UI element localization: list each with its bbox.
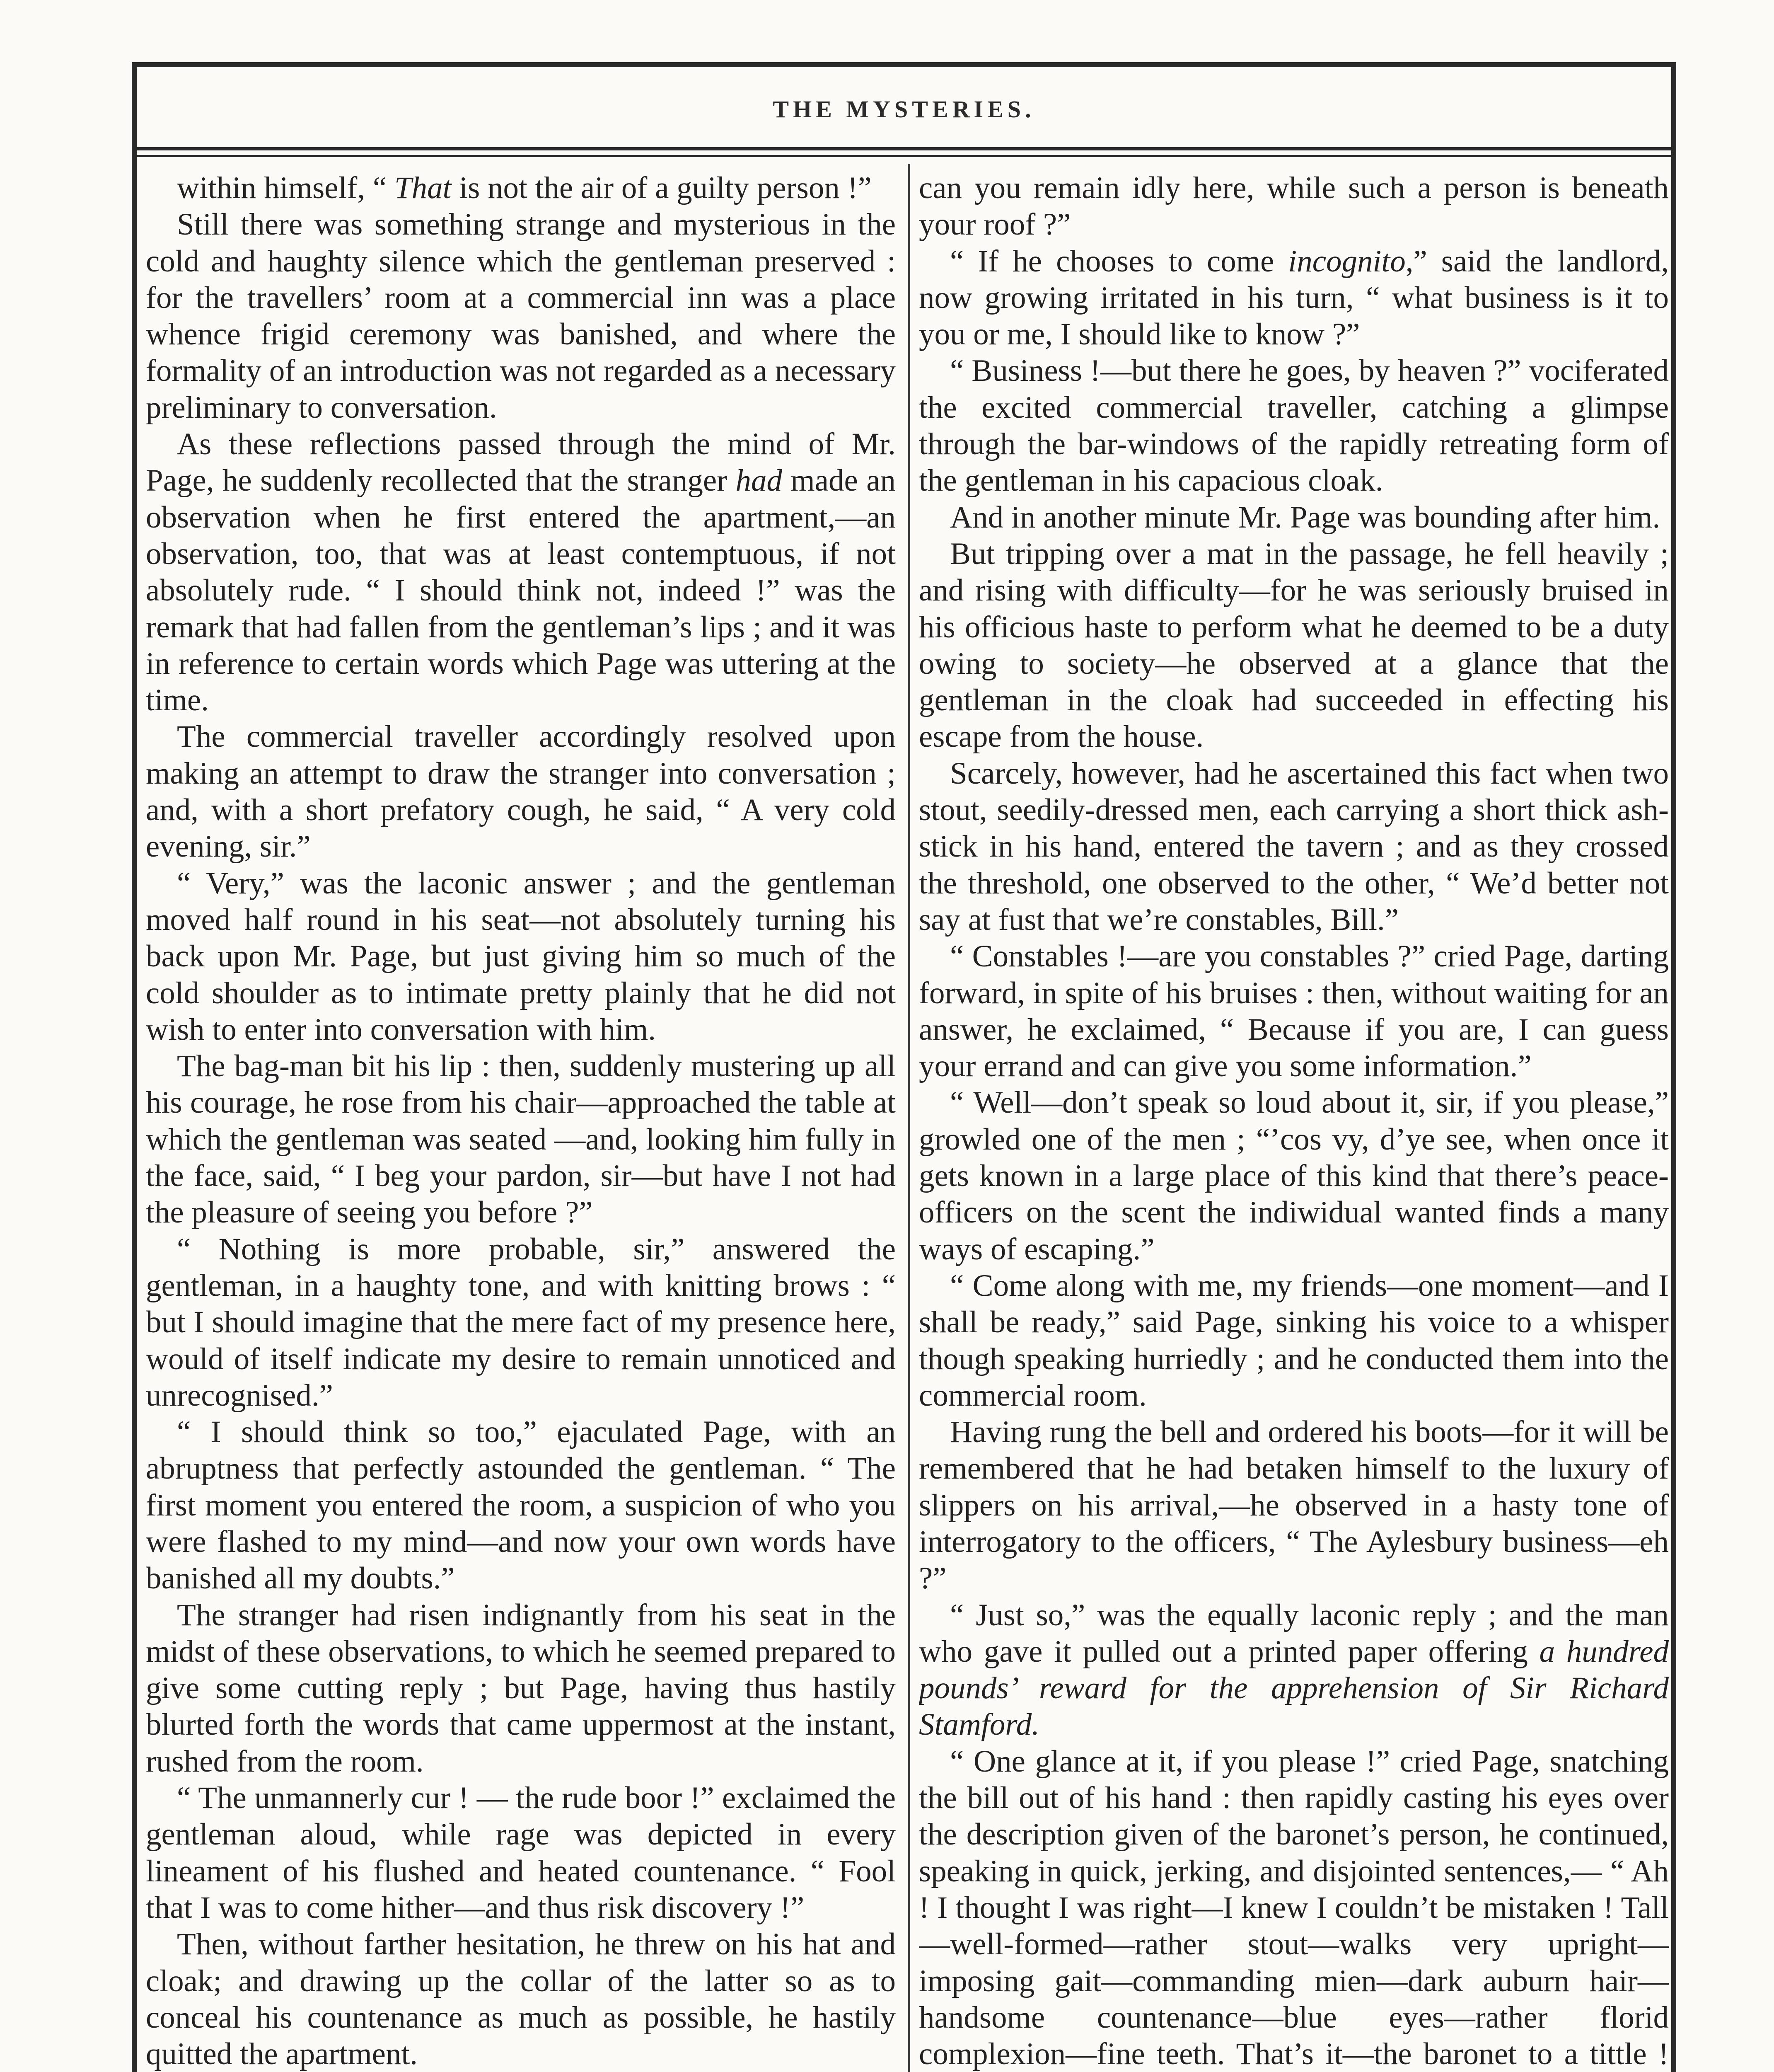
paragraph (146, 1048, 896, 1231)
text-run: “ Business !—but there he goes, by heaven ?” vociferated the excited commercial traveller, catching a glimpse through the bar-windows of the rapidly retreating form of the gentleman in his capacious cloak. (919, 353, 1669, 498)
text-run: But tripping over a mat in the passage, he fell heavily ; and rising with difficulty—for he was seriously bruised in his officious haste to perform what he deemed to be a duty owing to society—he observed at a glance that the gentleman in the cloak had succeeded in effecting his escape from the house. (919, 536, 1669, 754)
text-run: “ One glance at it, if you please !” cried Page, snatching the bill out of his hand : then rapidly casting his eyes over the description given of the baronet’s person, he continued, speaking in quick, jerking, and disjointed sentences,— “ Ah ! I thought I was right—I knew I couldn’t be mistaken ! Tall—well-formed—rather stout—walks very upright—imposing gait—commanding mien—dark auburn hair—handsome countenance—blue eyes—rather florid complexion—fine teeth. That’s it—the baronet to a tittle ! (919, 1744, 1669, 2072)
text-run: within himself, “ (177, 171, 394, 205)
paragraph (919, 1597, 1669, 1743)
text-run: Scarcely, however, had he ascertained this fact when two stout, seedily-dressed men, each carrying a short thick ash-stick in his hand, entered the tavern ; and as they crossed the threshold, one observed to the other, “ We’d better not say at fust that we’re constables, Bill.” (919, 756, 1669, 937)
text-run: “ Just so,” was the equally laconic reply ; and the man who gave it pulled out a printed paper offering (919, 1598, 1669, 1669)
paragraph (919, 1268, 1669, 1414)
italic-run: incognito (1288, 244, 1406, 278)
paragraph (146, 170, 896, 206)
left-column (146, 170, 896, 2072)
paragraph (919, 1414, 1669, 1597)
text-run: “ If he chooses to come (950, 244, 1288, 278)
paragraph (919, 243, 1669, 353)
column-divider (908, 164, 910, 2072)
text-run: Still there was something strange and mysterious in the cold and haughty silence which the gentleman preserved : for the travellers’ room at a commercial inn was a place whence frigid ceremony was banished, and where the formality of an introduction was not regarded as a necessary preliminary to conversation. (146, 207, 896, 425)
paragraph (919, 170, 1669, 243)
text-run: And in another minute Mr. Page was bounding after him. (950, 500, 1660, 535)
paragraph (146, 426, 896, 719)
paragraph (919, 755, 1669, 938)
text-run: Having rung the bell and ordered his boots—for it will be remembered that he had betaken himself to the luxury of slippers on his arrival,—he observed in a hasty tone of interrogatory to the officers, “ The Aylesbury business—eh ?” (919, 1415, 1669, 1596)
paragraph (919, 499, 1669, 536)
text-run: “ Come along with me, my friends—one moment—and I shall be ready,” said Page, sinking his voice to a whisper though speaking hurriedly ; and he conducted them into the commercial room. (919, 1268, 1669, 1413)
text-run: Then, without farther hesitation, he threw on his hat and cloak; and drawing up the collar of the latter so as to conceal his countenance as much as possible, he hastily quitted the apartment. (146, 1927, 896, 2072)
paragraph (919, 1743, 1669, 2072)
paragraph (919, 1084, 1669, 1267)
paragraph (146, 719, 896, 865)
italic-run: That (394, 171, 452, 205)
text-run: “ Nothing is more probable, sir,” answered the gentleman, in a haughty tone, and with knitting brows : “ but I should imagine that the mere fact of my presence here, would of itself indicate my desire to remain unnoticed and unrecognised.” (146, 1232, 896, 1413)
text-run: The stranger had risen indignantly from his seat in the midst of these observations, to which he seemed prepared to give some cutting reply ; but Page, having thus hastily blurted forth the words that came uppermost at the instant, rushed from the room. (146, 1598, 896, 1779)
text-run: made an observation when he first entered the apartment,—an observation, too, that was at least contemptuous, if not absolutely rude. “ I should think not, indeed !” was the remark that had fallen from the gentleman’s lips ; and it was in reference to certain words which Page was uttering at the time. (146, 463, 896, 718)
italic-run: a hundred pounds’ reward for the apprehension of Sir Richard Stamford. (919, 1634, 1669, 1742)
text-run: “ Constables !—are you constables ?” cried Page, darting forward, in spite of his bruises : then, without waiting for an answer, he exclaimed, “ Because if you are, I can guess your errand and can give you some information.” (919, 939, 1669, 1084)
right-column (919, 170, 1669, 2072)
text-run: ,” said the landlord, now growing irritated in his turn, “ what business is it to you or me, I should like to know ?” (919, 244, 1669, 352)
text-run: “ Very,” was the laconic answer ; and the gentleman moved half round in his seat—not absolutely turning his back upon Mr. Page, but just giving him so much of the cold shoulder as to intimate pretty plainly that he did not wish to enter into conversation with him. (146, 866, 896, 1047)
paragraph (146, 1926, 896, 2072)
paragraph (146, 1414, 896, 1597)
text-run: As these reflections passed through the mind of Mr. Page, he suddenly recollected that the stranger (146, 427, 896, 498)
text-run: “ The unmannerly cur ! — the rude boor !” exclaimed the gentleman aloud, while rage was depicted in every lineament of his flushed and heated countenance. “ Fool that I was to come hither—and thus risk discovery !” (146, 1781, 896, 1925)
text-run: is not the air of a guilty person !” (451, 171, 872, 205)
paragraph (146, 1597, 896, 1780)
italic-run: had (735, 463, 782, 498)
paragraph (146, 1780, 896, 1926)
paragraph (146, 1231, 896, 1414)
text-run: “ Well—don’t speak so loud about it, sir, if you please,” growled one of the men ; “’cos vy, d’ye see, when once it gets known in a large place of this kind that there’s peace-officers on the scent the indiwidual wanted finds a many ways of escaping.” (919, 1085, 1669, 1266)
header-rule-thin (137, 155, 1671, 157)
paragraph (919, 938, 1669, 1084)
paragraph (146, 865, 896, 1048)
text-run: can you remain idly here, while such a person is beneath your roof ?” (919, 171, 1669, 242)
paragraph (919, 536, 1669, 755)
paragraph (919, 353, 1669, 499)
text-run: “ I should think so too,” ejaculated Page, with an abruptness that perfectly astounded the gentleman. “ The first moment you entered the room, a suspicion of who you were flashed to my mind—and now your own words have banished all my doubts.” (146, 1415, 896, 1596)
running-head: THE MYSTERIES. (773, 96, 1035, 123)
header-rule (137, 147, 1671, 150)
paragraph (146, 206, 896, 426)
text-run: The bag-man bit his lip : then, suddenly mustering up all his courage, he rose from his chair—approached the table at which the gentleman was seated —and, looking him fully in the face, said, “ I beg your pardon, sir—but have I not had the pleasure of seeing you before ?” (146, 1049, 896, 1230)
text-run: The commercial traveller accordingly resolved upon making an attempt to draw the stranger into conversation ; and, with a short prefatory cough, he said, “ A very cold evening, sir.” (146, 719, 896, 864)
